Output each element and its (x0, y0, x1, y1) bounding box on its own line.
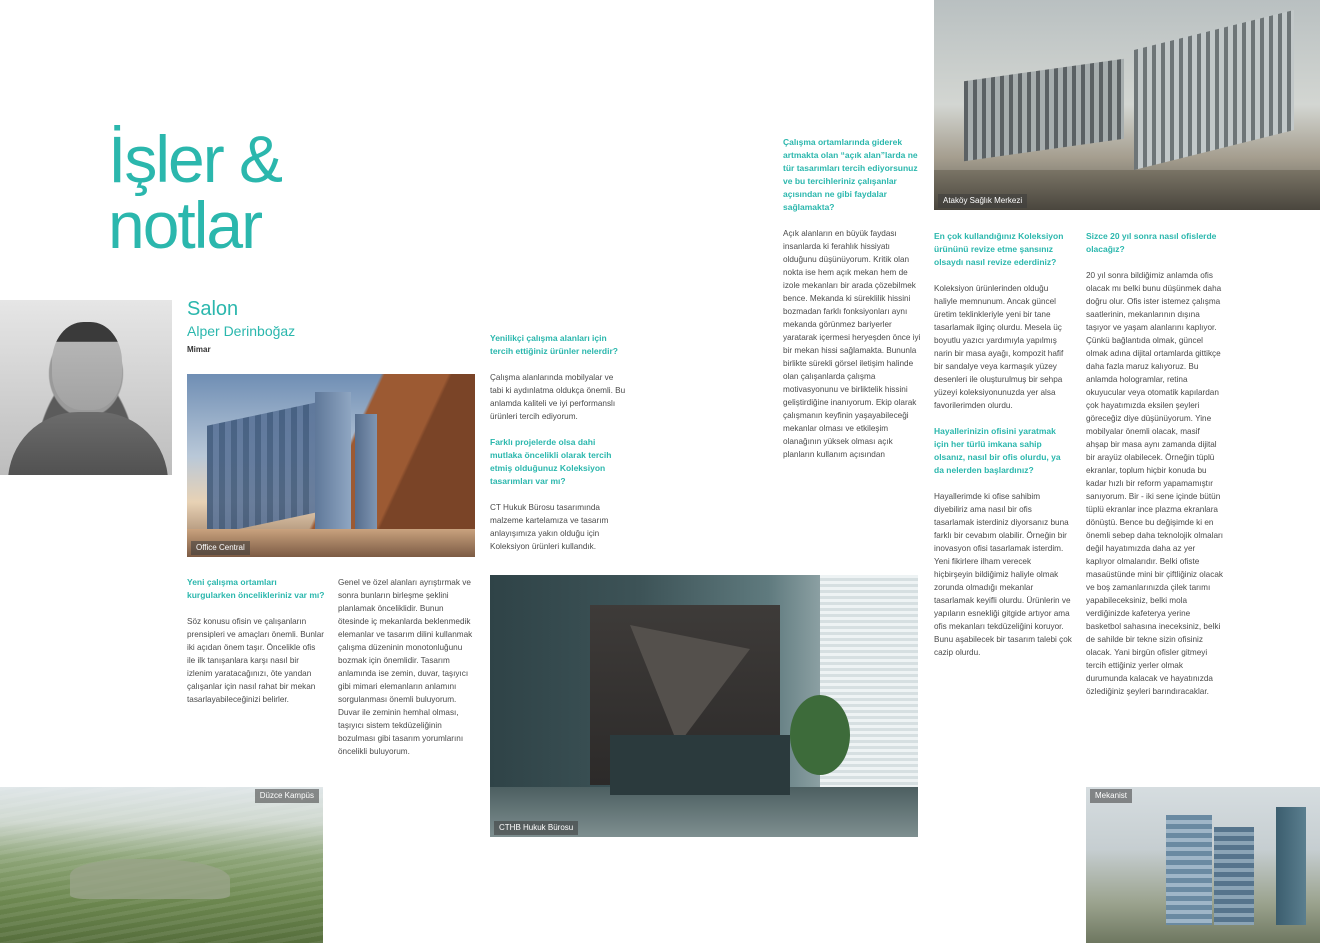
question: Hayallerinizin ofisini yaratmak için her türlü imkana sahip olsanız, nasıl bir ofis olurdu, ya da nelerden başlardınız? (934, 426, 1061, 475)
column-2 (338, 576, 476, 758)
answer: CT Hukuk Bürosu tasarımında malzeme kartelamıza ve tasarım anlayışımıza yakın olduğu için Koleksiyon ürünleri kullandık. (490, 503, 609, 551)
duzce-campus-photo (0, 787, 323, 943)
atakoy-photo (934, 0, 1320, 210)
column-1 (187, 576, 325, 706)
column-4 (783, 136, 921, 461)
question: Farklı projelerde olsa dahi mutlaka öncelikli olarak tercih etmiş olduğunuz Koleksiyon tasarımları var mı? (490, 437, 612, 486)
photo-caption: CTHB Hukuk Bürosu (494, 821, 578, 835)
answer: 20 yıl sonra bildiğimiz anlamda ofis olacak mı belki bunu düşünmek daha doğru olur. Ofis ister istemez çalışma saatlerinin, mekanlarının dışına taşıyor ve yaşam alanlarını kaplıyor. Çünkü bağlantıda olmak, güncel olmak adına dijital ortamlarda gittikçe daha fazla maruz kalıyoruz. Bu anlamda hologramlar, retina okuyucular veya otomatik kapılardan çok hayatımızda eksilen şeyleri göreceğiz diye düşünüyorum. Yine mobilyalar önemli olacak, masif ahşap bir masa aynı zamanda dijital bir arayüz olabilecek. Örneğin tüplü ekranlar, toplum hiçbir konuda bu kadar hızlı bir reform yapamamıştır sanıyorum. Bir - iki sene içinde bütün tüplü ekranlar ince plazma ekranlara dönüştü. Bence bu değişimde ki en önemli sebep daha teknolojik olmaları değil hayatımızda daha az yer kaplıyor olmalarıdır. Belki ofiste masaüstünde mini bir çiftliğiniz olacak ve boş zamanlarınızda çilek tarımı yapabileceksiniz, belki mola verdiğinizde kafeterya yerine basketbol sahasına ineceksiniz, belki de sahilde bir tekne sizin ofisiniz olacak. Yani birgün ofisler gitmeyi tercih ettiğiniz yerler olmak durumunda kalacak ve hayatınızda özlediğiniz şeyleri barındıracaklar. (1086, 271, 1223, 696)
answer: Genel ve özel alanları ayrıştırmak ve sonra bunların birleşme şeklini planlamak önceliklidir. Bunun ötesinde iç mekanlarda beklenmedik elemanlar ve tasarım dilini kullanmak çalışma düzeninin monotonluğunu bozmak için önemlidir. Tasarım anlamında ise zemin, duvar, taşıyıcı gibi mimari elemanların anlamını sorgulanması önemli buluyorum. Duvar ile zeminin hemhal olması, taşıyıcı sistem tekdüzeliğinin bozulması gibi tasarım yorumlarını öncelikli buluyorum. (338, 578, 473, 756)
profile-role: Mimar (187, 345, 211, 354)
answer: Açık alanların en büyük faydası insanlarda ki ferahlık hissiyatı olduğunu düşünüyorum. Kritik olan nokta ise hem açık mekan hem de izole mekanları bir arada çözebilmek bence. Mekanda ki süreklilik hissini bozmadan farklı fonksiyonları aynı mekanda görünmez bariyerler yaratarak içermesi heryeşden önce iyi bir mekan hissi sağlamakta. Bununla birlikte sürekli görsel iletişim halinde olan çalışanlarda çalışma motivasyonunu ve birliktelik hissini geliştirdiğine inanıyorum. Ekip olarak çalışmanın keyfinin yaşayabileceği mekanlar olması ve etkileşim olanağının yüksek olması açık planların kullanım açısından (783, 229, 921, 459)
photo-caption: Ataköy Sağlık Merkezi (938, 194, 1027, 208)
question: Yenilikçi çalışma alanları için tercih ettiğiniz ürünler nelerdir? (490, 333, 618, 356)
photo-caption: Office Central (191, 541, 250, 555)
column-6 (1086, 230, 1224, 698)
photo-caption: Mekanist (1090, 789, 1132, 803)
question: En çok kullandığınız Koleksiyon ürününü revize etme şansınız olsaydı nasıl revize ederdiniz? (934, 231, 1064, 267)
profile-section: Salon (187, 298, 239, 320)
question: Çalışma ortamlarında giderek artmakta olan “açık alan”larda ne tür tasarımları tercih ediyorsunuz ve bu tercihleriniz çalışanlar açısından ne gibi faydalar sağlamakta? (783, 137, 918, 212)
column-5 (934, 230, 1072, 659)
office-central-photo (187, 374, 475, 557)
profile-block (187, 298, 295, 354)
answer: Koleksiyon ürünlerinden olduğu haliyle memnunum. Ancak güncel üretim teklinkleriyle yeni bir tane tasarlamak ilginç olurdu. Mesela üç boyutlu yazıcı yardımıyla yapılmış narin bir masa ayağı, kompozit hafif bir sandalye veya karmaşık yüzey desenleri ile oluşturulmuş bir sehpa yüzeyi koleksiyonunuzda yer alsa favorilerimden olurdu. (934, 284, 1064, 410)
cthb-office-photo (490, 575, 918, 837)
answer: Hayallerimde ki ofise sahibim diyebiliriz ama nasıl bir ofis tasarlamak isterdiniz diyorsanız buna farklı bir cevabım olabilir. Örneğin bir inovasyon ofisi tasarlamak isterdim. Yeni fikirlere ilham verecek hiçbirşeyin bildiğimiz haliyle olmak zorunda olmadığı mekanlar tasarlamak keyifli olurdu. Ürünlerin ve yapıların esnekliği gitgide artıyor ama ofis mekanları tekdüzeliğini koruyor. Bunu aşabilecek bir tasarım talebi çok cazip olurdu. (934, 492, 1072, 657)
question: Yeni çalışma ortamları kurgularken öncelikleriniz var mı? (187, 577, 325, 600)
profile-name: Alper Derinboğaz (187, 323, 296, 339)
question: Sizce 20 yıl sonra nasıl ofislerde olacağız? (1086, 231, 1217, 254)
portrait-photo (0, 300, 172, 475)
column-3 (490, 332, 628, 553)
page-title: İşler & notlar (108, 122, 282, 262)
answer: Söz konusu ofisin ve çalışanların prensipleri ve amaçları önemli. Bunlar iki açıdan önem taşır. Öncelikle ofis ile ilk tanışanlara karşı nasıl bir izlenim yaratacağınızı, öte yandan çalışanlar için nasıl rahat bir mekan tasarlayabileceğinizi belirler. (187, 617, 324, 704)
answer: Çalışma alanlarında mobilyalar ve tabi ki aydınlatma oldukça önemli. Bu anlamda kaliteli ve iyi performanslı ürünleri tercih ediyorum. (490, 373, 626, 421)
mekanist-photo (1086, 787, 1320, 943)
photo-caption: Düzce Kampüs (255, 789, 319, 803)
